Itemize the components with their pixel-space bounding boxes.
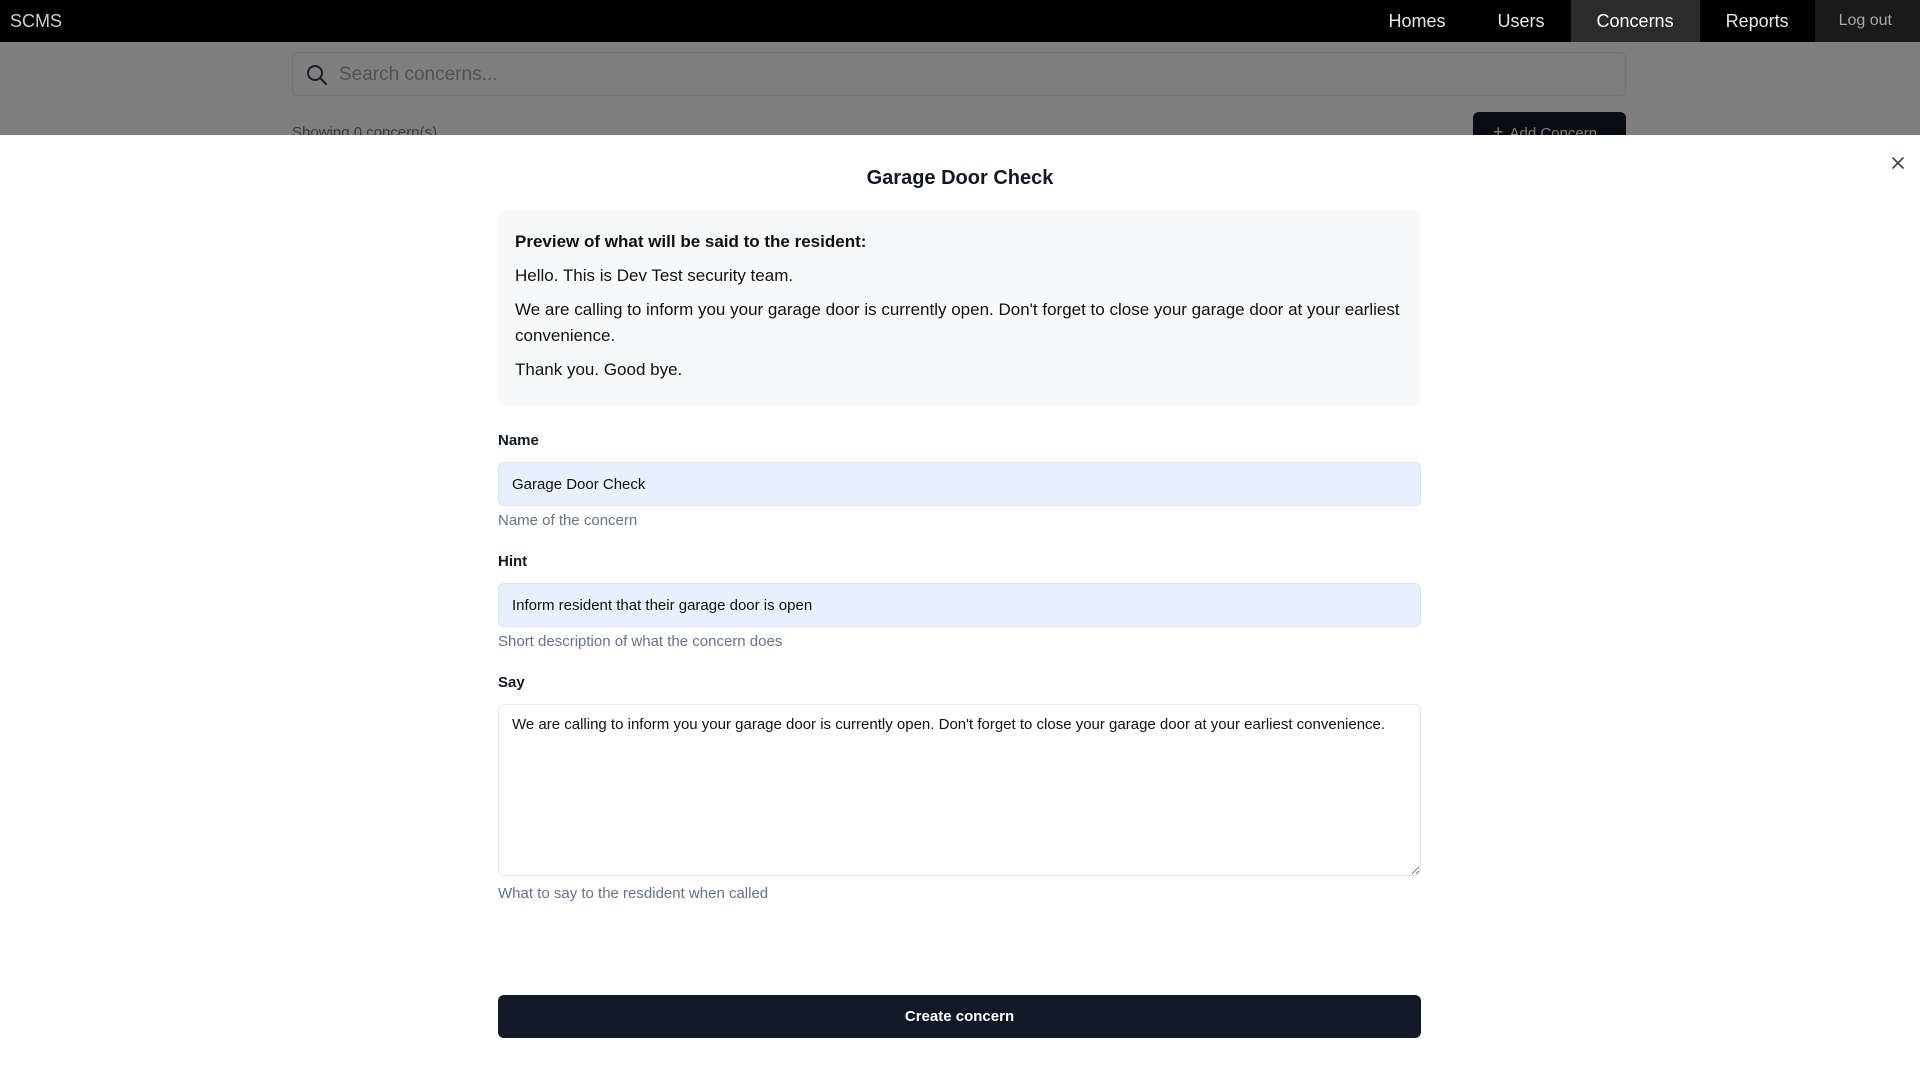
logout-button[interactable]: Log out (1815, 0, 1920, 42)
preview-heading: Preview of what will be said to the resident: (515, 232, 867, 251)
brand-logo[interactable]: SCMS (10, 10, 63, 31)
name-label: Name (498, 432, 539, 449)
create-concern-button[interactable]: Create concern (498, 995, 1421, 1038)
name-input[interactable] (498, 462, 1421, 506)
name-help: Name of the concern (498, 512, 638, 529)
top-nav (0, 0, 1920, 42)
nav-item-reports[interactable]: Reports (1725, 11, 1789, 31)
preview-box (498, 210, 1421, 406)
say-help: What to say to the resdident when called (498, 885, 769, 902)
nav-item-users[interactable]: Users (1497, 11, 1545, 31)
nav-item-homes[interactable]: Homes (1388, 11, 1446, 31)
modal-backdrop[interactable] (0, 42, 1920, 135)
hint-input[interactable] (498, 583, 1421, 627)
say-label: Say (498, 674, 525, 691)
concern-form (498, 210, 1421, 902)
hint-help: Short description of what the concern does (498, 633, 783, 650)
create-concern-sheet (0, 135, 1920, 1072)
sheet-title: Garage Door Check (866, 167, 1054, 189)
nav-item-concerns[interactable]: Concerns (1571, 0, 1700, 42)
preview-message: We are calling to inform you your garage door is currently open. Don't forget to close your garage door at your earliest convenience. (515, 300, 1400, 345)
preview-greeting: Hello. This is Dev Test security team. (515, 266, 794, 285)
preview-closing: Thank you. Good bye. (515, 360, 683, 379)
nav-menu (1363, 0, 1920, 42)
hint-label: Hint (498, 553, 528, 570)
say-textarea[interactable] (498, 704, 1421, 876)
